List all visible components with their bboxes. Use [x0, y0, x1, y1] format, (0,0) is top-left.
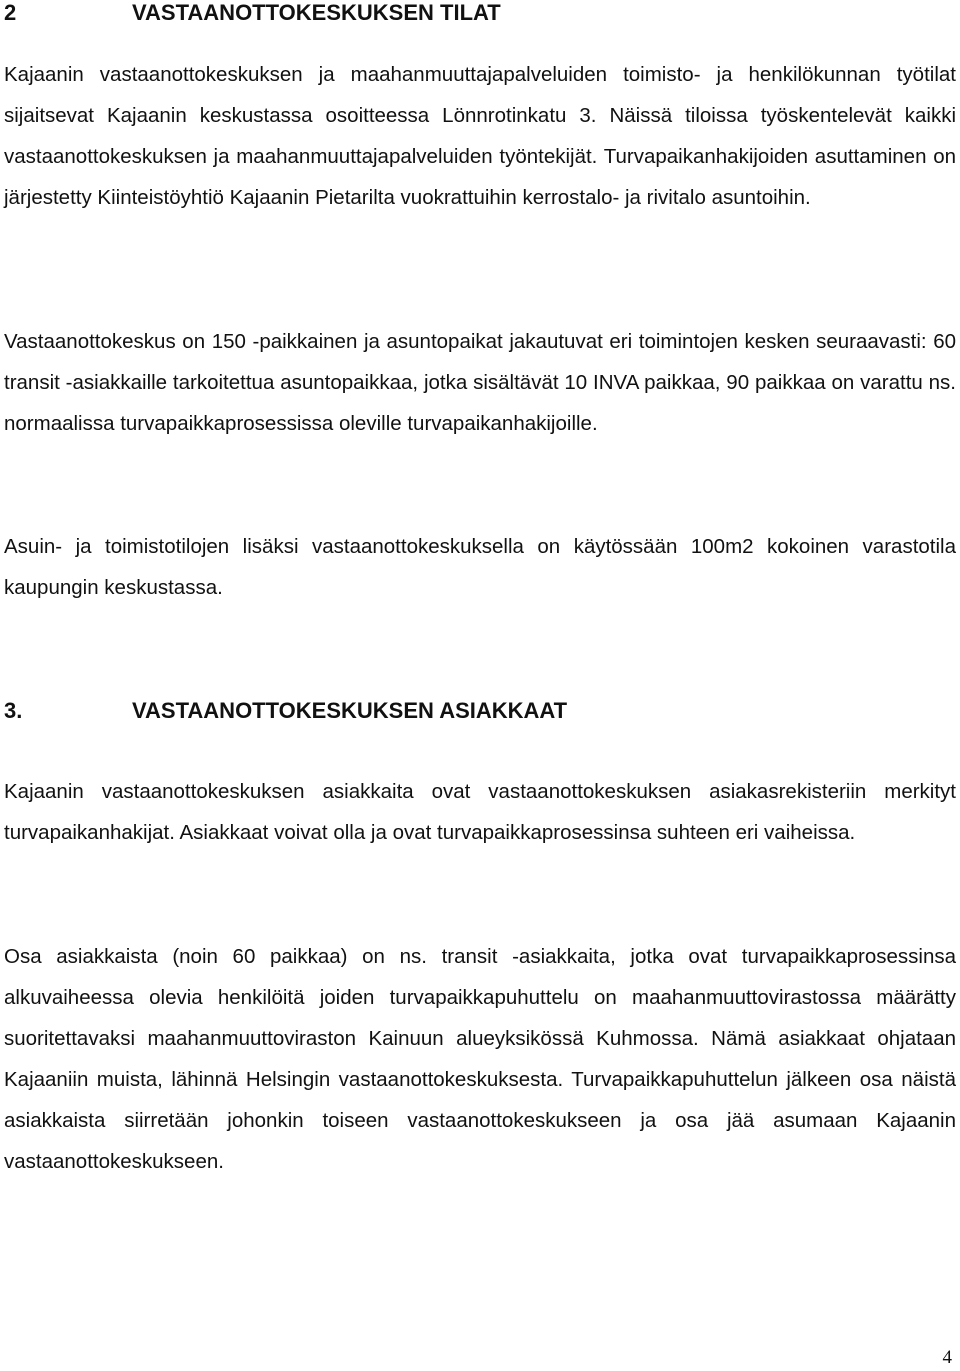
section-2-paragraph-2: Vastaanottokeskus on 150 -paikkainen ja asuntopaikat jakautuvat eri toimintojen kesken seuraavasti: 60 transit -asiakkaille tarkoitettua asuntopaikkaa, jotka sisältävät 10 INVA paikkaa, 90 paikkaa on varattu ns. normaalissa turvapaikkaprosessissa oleville turvapaikanhakijoille.	[4, 330, 956, 435]
section-2-title: VASTAANOTTOKESKUKSEN TILAT	[132, 0, 501, 25]
section-2-heading	[4, 0, 501, 26]
section-3-heading	[4, 698, 567, 724]
page-number: 4	[942, 1347, 952, 1368]
section-3-number: 3.	[4, 698, 23, 723]
document-page	[4, 0, 956, 1371]
section-2-paragraph-3: Asuin- ja toimistotilojen lisäksi vastaanottokeskuksella on käytössään 100m2 kokoinen varastotila kaupungin keskustassa.	[4, 535, 956, 599]
section-3-title: VASTAANOTTOKESKUKSEN ASIAKKAAT	[132, 698, 568, 723]
section-2-paragraph-1: Kajaanin vastaanottokeskuksen ja maahanmuuttajapalveluiden toimisto- ja henkilökunnan työtilat sijaitsevat Kajaanin keskustassa osoitteessa Lönnrotinkatu 3. Näissä tiloissa työskentelevät kaikki vastaanottokeskuksen ja maahanmuuttajapalveluiden työntekijät. Turvapaikanhakijoiden asuttaminen on järjestetty Kiinteistöyhtiö Kajaanin Pietarilta vuokrattuihin kerrostalo- ja rivitalo asuntoihin.	[4, 63, 956, 209]
section-2-number: 2	[4, 0, 17, 25]
section-3-paragraph-1: Kajaanin vastaanottokeskuksen asiakkaita ovat vastaanottokeskuksen asiakasrekisteriin merkityt turvapaikanhakijat. Asiakkaat voivat olla ja ovat turvapaikkaprosessinsa suhteen eri vaiheissa.	[4, 780, 956, 844]
section-3-paragraph-2: Osa asiakkaista (noin 60 paikkaa) on ns. transit -asiakkaita, jotka ovat turvapaikkaprosessinsa alkuvaiheessa olevia henkilöitä joiden turvapaikkapuhuttelu on maahanmuuttovirastossa määrätty suoritettavaksi maahanmuuttoviraston Kainuun alueyksikössä Kuhmossa. Nämä asiakkaat ohjataan Kajaaniin muista, lähinnä Helsingin vastaanottokeskuksesta. Turvapaikkapuhuttelun jälkeen osa näistä asiakkaista siirretään johonkin toiseen vastaanottokeskukseen ja osa jää asumaan Kajaanin vastaanottokeskukseen.	[4, 945, 956, 1173]
